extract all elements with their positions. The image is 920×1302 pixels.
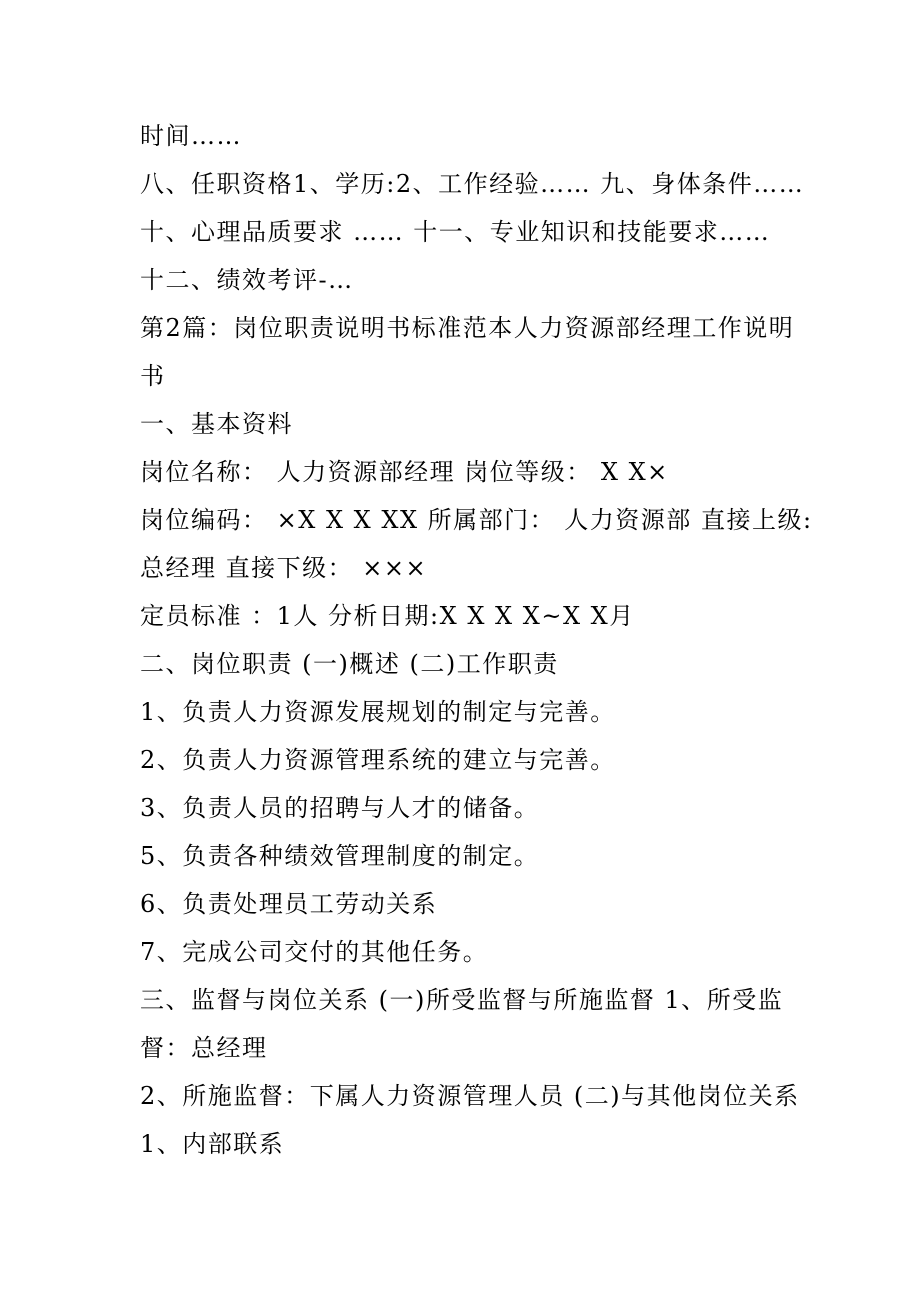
text-line: 十、心理品质要求 …… 十一、专业知识和技能要求…… <box>140 218 771 246</box>
text-line: 十二、绩效考评-… <box>140 266 354 294</box>
list-item: 6、负责处理员工劳动关系 <box>140 890 438 918</box>
text-line: 定员标准 ：1人 分析日期:X X X X~X X月 <box>140 602 635 630</box>
list-item: 3、负责人员的招聘与人才的储备。 <box>140 794 540 822</box>
heading-basic-info: 一、基本资料 <box>140 410 293 438</box>
text-line: 2、所施监督：下属人力资源管理人员 (二)与其他岗位关系 <box>140 1082 800 1110</box>
text-line: 总经理 直接下级： ××× <box>140 554 428 582</box>
text-line: 岗位编码： ×X X X XX 所属部门： 人力资源部 直接上级: <box>140 506 813 534</box>
heading-supervision: 三、监督与岗位关系 (一)所受监督与所施监督 1、所受监 <box>140 986 784 1014</box>
list-item: 2、负责人力资源管理系统的建立与完善。 <box>140 746 616 774</box>
list-item: 7、完成公司交付的其他任务。 <box>140 938 489 966</box>
text-line: 1、内部联系 <box>140 1130 285 1158</box>
text-line: 八、任职资格1、学历:2、工作经验…… 九、身体条件…… <box>140 170 805 198</box>
document-body <box>140 112 813 1168</box>
text-line: 岗位名称： 人力资源部经理 岗位等级： X X× <box>140 458 669 486</box>
heading-duties: 二、岗位职责 (一)概述 (二)工作职责 <box>140 650 559 678</box>
section-title-continued: 书 <box>140 362 166 390</box>
text-line: 时间…… <box>140 122 242 150</box>
section-title: 第2篇：岗位职责说明书标准范本人力资源部经理工作说明 <box>140 314 795 342</box>
text-line: 督：总经理 <box>140 1034 268 1062</box>
list-item: 1、负责人力资源发展规划的制定与完善。 <box>140 698 616 726</box>
list-item: 5、负责各种绩效管理制度的制定。 <box>140 842 540 870</box>
